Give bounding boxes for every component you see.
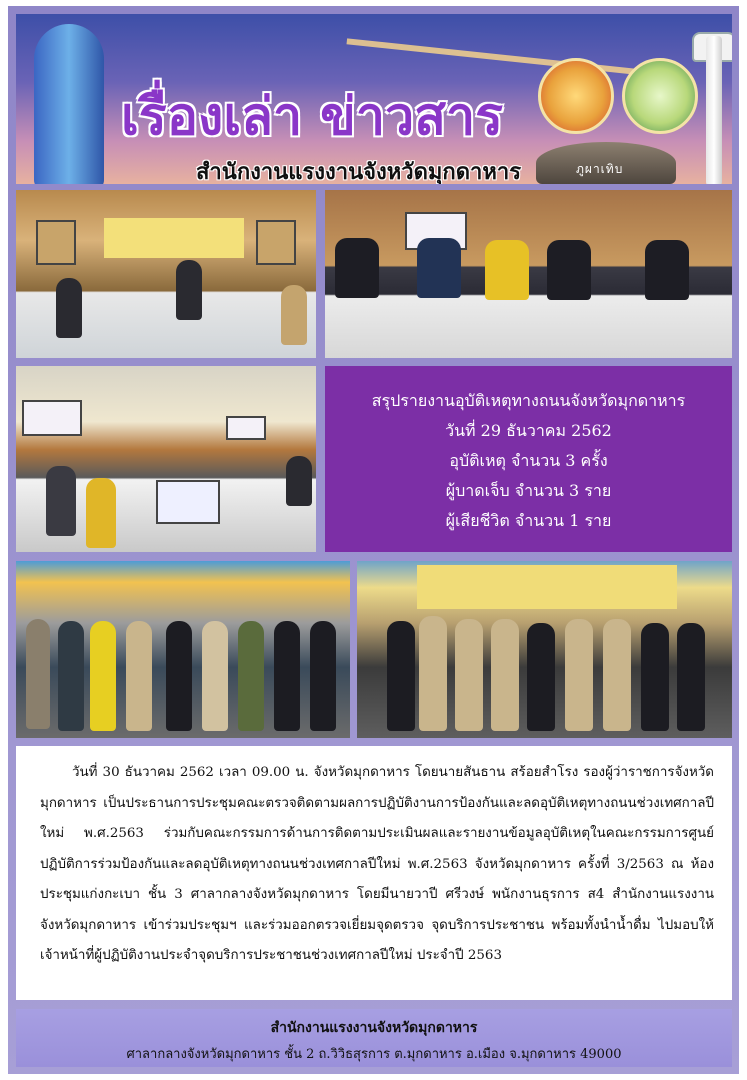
official: [641, 623, 669, 731]
page-subtitle: สำนักงานแรงงานจังหวัดมุกดาหาร: [196, 159, 522, 184]
footer-address: ศาลากลางจังหวัดมุกดาหาร ชั้น 2 ถ.วิวิธสุรการ ต.มุกดาหาร อ.เมือง จ.มุกดาหาร 49000: [126, 1047, 622, 1062]
official: [310, 621, 336, 731]
summary-date: วันที่ 29 ธันวาคม 2562: [445, 421, 612, 440]
official: [238, 621, 264, 731]
meeting-photo-2: [325, 190, 732, 358]
article-body: วันที่ 30 ธันวาคม 2562 เวลา 09.00 น. จังหวัดมุกดาหาร โดยนายสันธาน สร้อยสำโรง รองผู้ว่าราชการจังหวัดมุกดาหาร เป็นประธานการประชุมคณะตรวจติดตามผลการปฏิบัติงานการป้องกันและลดอุบัติเหตุทางถนนช่วงเทศกาลปีใหม่ พ.ศ.2563 ร่วมกับคณะกรรมการด้านการติดตามประเมินผลและรายงานข้อมูลอุบัติเหตุในคณะกรรมการศูนย์ปฏิบัติการร่วมป้องกันและลดอุบัติเหตุทางถนนช่วงเทศกาลปีใหม่ พ.ศ.2563 จังหวัดมุกดาหาร ครั้งที่ 3/2563 ณ ห้องประชุมแก่งกะเบา ชั้น 3 ศาลากลางจังหวัดมุกดาหาร โดยมีนายวาปี ศรีวงษ์ พนักงานธุรการ ส4 สำนักงานแรงงานจังหวัดมุกดาหาร เข้าร่วมประชุมฯ และร่วมออกตรวจเยี่ยมจุดตรวจ จุดบริการประชาชน พร้อมทั้งนำน้ำดื่ม ไปมอบให้เจ้าหน้าที่ผู้ปฏิบัติงานประจำจุดบริการประชาชนช่วงเทศกาลปีใหม่ ประจำปี 2563: [16, 746, 732, 1000]
service-point-photo-1: [16, 561, 350, 738]
official: [202, 621, 228, 731]
official: [419, 616, 447, 731]
official: [166, 621, 192, 731]
attendee: [645, 240, 689, 300]
naga-statue-image: [34, 24, 104, 184]
page-title: เรื่องเล่า ข่าวสาร: [121, 86, 504, 147]
official: [90, 621, 116, 731]
official: [491, 619, 519, 731]
summary-accidents: อุบัติเหตุ จำนวน 3 ครั้ง: [449, 451, 608, 470]
official: [58, 621, 84, 731]
portrait-frame: [36, 220, 76, 265]
ministry-seal-logo: [538, 58, 614, 134]
summary-injured: ผู้บาดเจ็บ จำนวน 3 ราย: [445, 481, 612, 500]
portrait-frame: [256, 220, 296, 265]
checkpoint-banner-graphic: [417, 565, 677, 609]
attendee: [176, 260, 202, 320]
tower-image: [706, 36, 722, 184]
summary-deaths: ผู้เสียชีวิต จำนวน 1 ราย: [445, 511, 612, 530]
official: [455, 619, 483, 731]
attendee: [56, 278, 82, 338]
attendee: [281, 285, 307, 345]
laptop-screen: [156, 480, 220, 524]
official: [387, 621, 415, 731]
meeting-banner-graphic: [104, 218, 244, 258]
attendee: [86, 478, 116, 548]
attendee: [485, 240, 529, 300]
attendee: [286, 456, 312, 506]
official: [274, 621, 300, 731]
official: [26, 619, 50, 729]
official: [565, 619, 593, 731]
summary-heading: สรุปรายงานอุบัติเหตุทางถนนจังหวัดมุกดาหาร: [371, 391, 686, 410]
footer: [16, 1009, 732, 1067]
meeting-photo-3: [16, 366, 316, 552]
attendee: [46, 466, 76, 536]
accident-summary-box: [325, 366, 732, 552]
attendee: [547, 240, 591, 300]
official: [603, 619, 631, 731]
service-point-photo-2: [357, 561, 732, 738]
footer-office-name: สำนักงานแรงงานจังหวัดมุกดาหาร: [270, 1020, 478, 1036]
presentation-screen: [22, 400, 82, 436]
official: [677, 623, 705, 731]
province-seal-logo: [622, 58, 698, 134]
attendee: [335, 238, 379, 298]
header-banner: [16, 14, 732, 184]
landmark-label: ภูผาเทิบ: [576, 162, 624, 176]
meeting-photo-1: [16, 190, 316, 358]
official: [126, 621, 152, 731]
attendee: [417, 238, 461, 298]
presentation-screen: [226, 416, 266, 440]
official: [527, 623, 555, 731]
